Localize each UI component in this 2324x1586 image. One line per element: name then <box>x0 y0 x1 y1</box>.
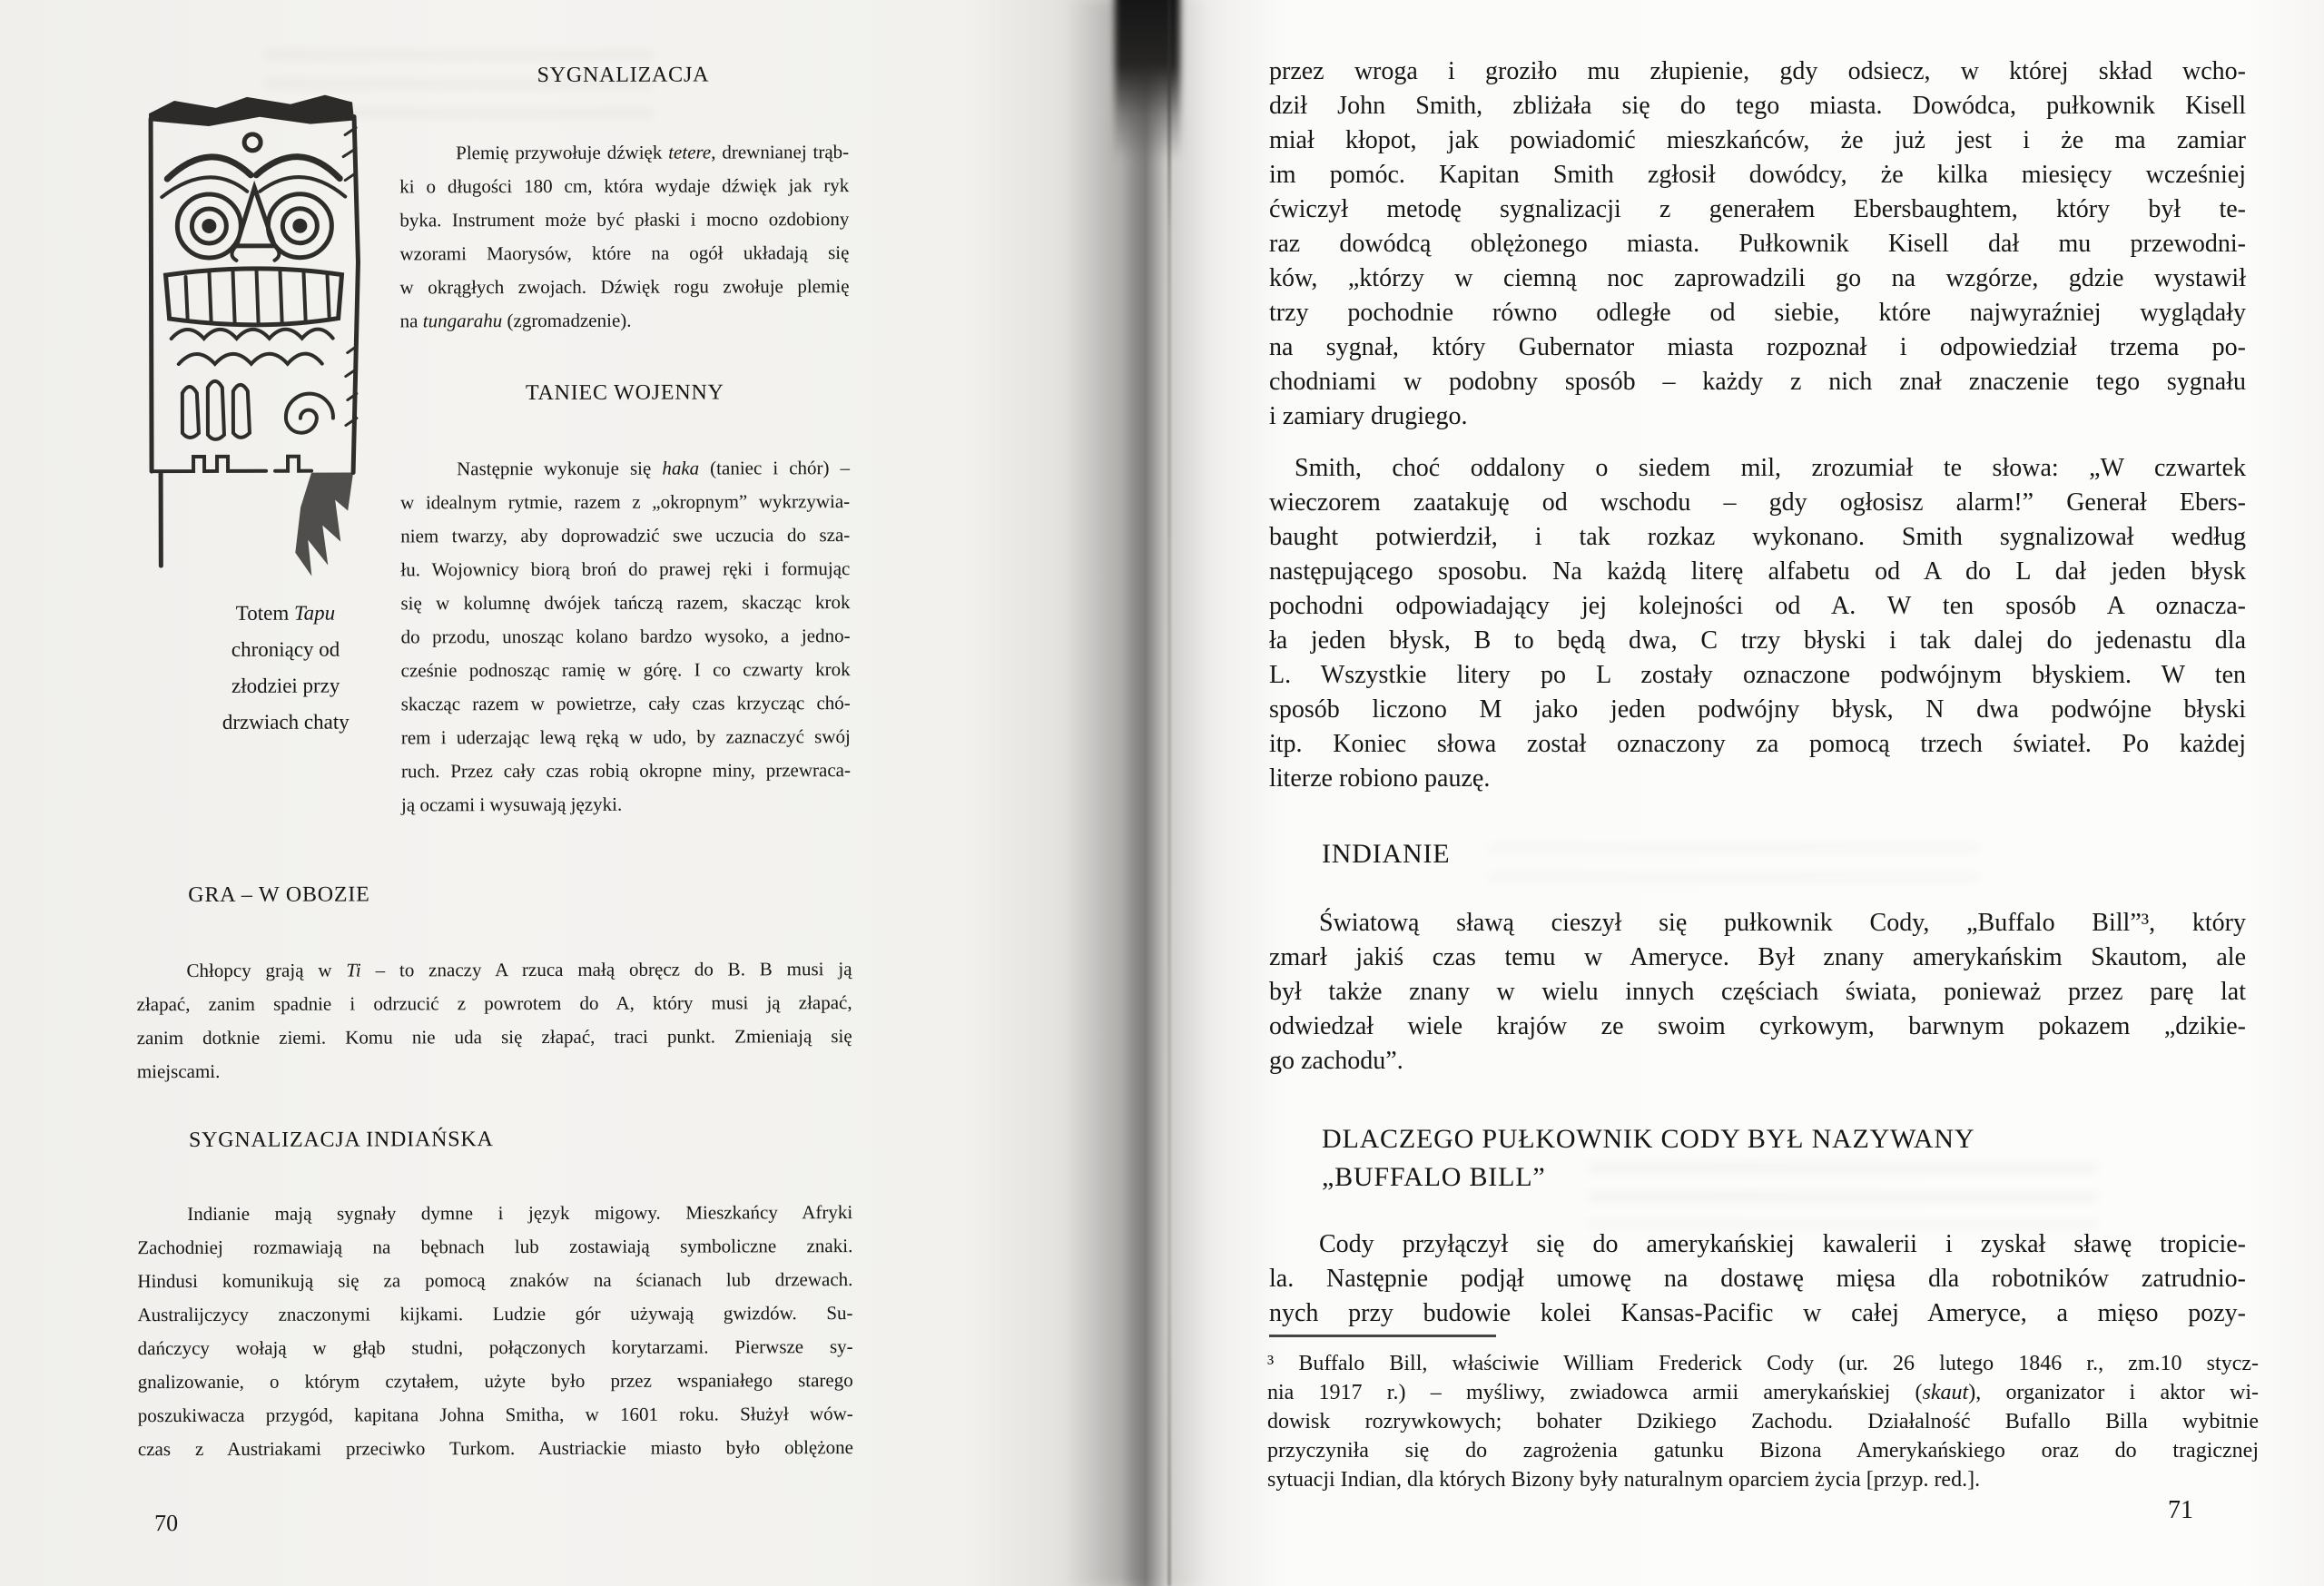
paragraph-kawaleria: Cody przyłączył się do amerykańskiej kawalerii i zyskał sławę tropicie- la. Następnie podjął umowę na dostawę mięsa dla robotników zatrudnio- nych przy budowie kolei Kansas-Pacific w całej Ameryce, a mięso pozy- <box>1269 1230 2246 1327</box>
heading-sygnalizacja-indianska: SYGNALIZACJA INDIAŃSKA <box>188 1128 494 1153</box>
figure-caption: Totem Tapu chroniący od złodziei przy drzwiach chaty <box>222 601 350 734</box>
heading-dlaczego-line2: „BUFFALO BILL” <box>1322 1162 1546 1192</box>
heading-dlaczego-line1: DLACZEGO PUŁKOWNIK CODY BYŁ NAZYWANY <box>1322 1124 1975 1154</box>
paragraph-taniec-wojenny: Następnie wykonuje się haka (taniec i chór) – w idealnym rytmie, razem z „okropnym” wykrzywia- niem twarzy, aby doprowadzić swe uczucia do sza- łu. Wojownicy biorą broń do prawej ręki i formując się w kolumnę dwójek tańczą razem, skacząc krok do przodu, unosząc kolano bardzo wysoko, a jedno- cześnie podnosząc ramię w górę. I co czwarty krok skacząc razem w powietrze, cały czas krzycząc chó- rem i uderzając lewą ręką w udo, by zaznaczyć swój ruch. Przez cały czas robią okropne miny, przewraca- ją oczami i wysuwają języki. <box>400 457 851 816</box>
book-gutter-shadow <box>1062 0 1226 1586</box>
page-number-left: 70 <box>154 1510 179 1537</box>
footnote-buffalo-bill: ³ Buffalo Bill, właściwie William Frederick Cody (ur. 26 lutego 1846 r., zm.10 stycz- nia 1917 r.) – myśliwy, zwiadowca armii amerykańskiej (skaut), organizator i aktor wi- dowisk rozrywkowych; bohater Dzikiego Zachodu. Działalność Bufallo Billa wybitnie przyczyniła się do zagrożenia gatunku Bizona Amerykańskiego oraz do tragicznej sytuacji Indian, dla których Bizony były naturalnym oparciem życia [przyp. red.]. <box>1267 1352 2260 1492</box>
paragraph-gra-w-obozie: Chłopcy grają w Ti – to znaczy A rzuca małą obręcz do B. B musi ją złapać, zanim spadnie i odrzucić z powrotem do A, który musi ją złapać, zanim dotknie ziemi. Komu nie uda się złapać, traci punkt. Zmieniają się miejscami. <box>136 958 852 1083</box>
heading-sygnalizacja: SYGNALIZACJA <box>537 63 710 88</box>
paragraph-buffalo-bill: Światową sławą cieszył się pułkownik Cody, „Buffalo Bill”³, który zmarł jakiś czas temu w Ameryce. Był znany amerykańskim Skautom, ale był także znany w wielu innych częściach świata, ponieważ przez parę lat odwiedzał wiele krajów ze swoim cyrkowym, barwnym pokazem „dzikie- go zachodu”. <box>1269 909 2246 1075</box>
paragraph-smith-sygnaly: Smith, choć oddalony o siedem mil, zrozumiał te słowa: „W czwartek wieczorem zaatakuję od wschodu – gdy ogłosisz alarm!” Generał Ebers- baught potwierdził, i tak rozkaz wykonano. Smith sygnalizował według następującego sposobu. Na każdą literę alfabetu od A do L dał jeden błysk pochodni odpowiadający jej kolejności od A. W ten sposób A oznacza- ła jeden błysk, B to będą dwa, C trzy błyski i tak dalej do jedenastu dla L. Wszystkie litery po L zostały oznaczone podwójnym błyskiem. W ten sposób liczono M jako jeden podwójny błysk, N dwa podwójne błyski itp. Koniec słowa został oznaczony za pomocą trzech świateł. Po każdej literze robiono pauzę. <box>1269 454 2246 793</box>
heading-dlaczego-cody <box>1322 1120 2266 1197</box>
paragraph-oblezenie: przez wroga i groziło mu złupienie, gdy odsiecz, w której skład wcho- dził John Smith, zbliżała się do tego miasta. Dowódca, pułkownik Kisell miał kłopot, jak powiadomić mieszkańców, że już jest i że ma zamiar im pomóc. Kapitan Smith zgłosił dowódcy, że kilka miesięcy wcześniej ćwiczył metodę sygnalizacji z generałem Ebersbaughtem, który był te- raz dowódcą oblężonego miasta. Pułkownik Kisell dał mu przewodni- ków, „którzy w ciemną noc zaprowadzili go na wzgórze, gdzie wystawił trzy pochodnie równo odległe od siebie, które najwyraźniej wyglądały na sygnał, który Gubernator miasta rozpoznał i odpowiedział trzema po- chodniami w podobny sposób – każdy z nich znał znaczenie tego sygnału i zamiary drugiego. <box>1269 57 2246 430</box>
totem-icon <box>122 80 395 578</box>
totem-figure-illustration <box>122 80 395 578</box>
heading-taniec-wojenny: TANIEC WOJENNY <box>525 380 724 406</box>
book-gutter-line <box>1167 0 1171 1586</box>
footnote-separator <box>1269 1335 1496 1337</box>
heading-gra-w-obozie: GRA – W OBOZIE <box>188 882 370 908</box>
page-number-right: 71 <box>2168 1496 2193 1524</box>
paragraph-sygnalizacja: Plemię przywołuje dźwięk tetere, drewnianej trąb- ki o długości 180 cm, która wydaje dźwięk jak ryk byka. Instrument może być płaski i mocno ozdobiony wzorami Maorysów, które na ogół układają się w okrągłych zwojach. Dźwięk rogu zwołuje plemię na tungarahu (zgromadzenie). <box>399 141 850 332</box>
heading-indianie: INDIANIE <box>1322 839 1451 869</box>
page-right <box>1207 0 2324 1586</box>
paragraph-sygnalizacja-indianska: Indianie mają sygnały dymne i język migowy. Mieszkańcy Afryki Zachodniej rozmawiają na bębnach lub zostawiają symboliczne znaki. Hindusi komunikują się za pomocą znaków na ścianach lub drzewach. Australijczycy znaczonymi kijkami. Ludzie gór używają gwizdów. Su- dańczycy wołają w głąb studni, połączonych korytarzami. Pierwsze sy- gnalizowanie, o którym czytałem, użyte było przez wspaniałego starego poszukiwacza przygód, kapitana Johna Smitha, w 1601 roku. Służył wów- czas z Austriakami przeciwko Turkom. Austriackie miasto było oblężone <box>137 1201 853 1461</box>
page-left <box>0 0 1082 1586</box>
